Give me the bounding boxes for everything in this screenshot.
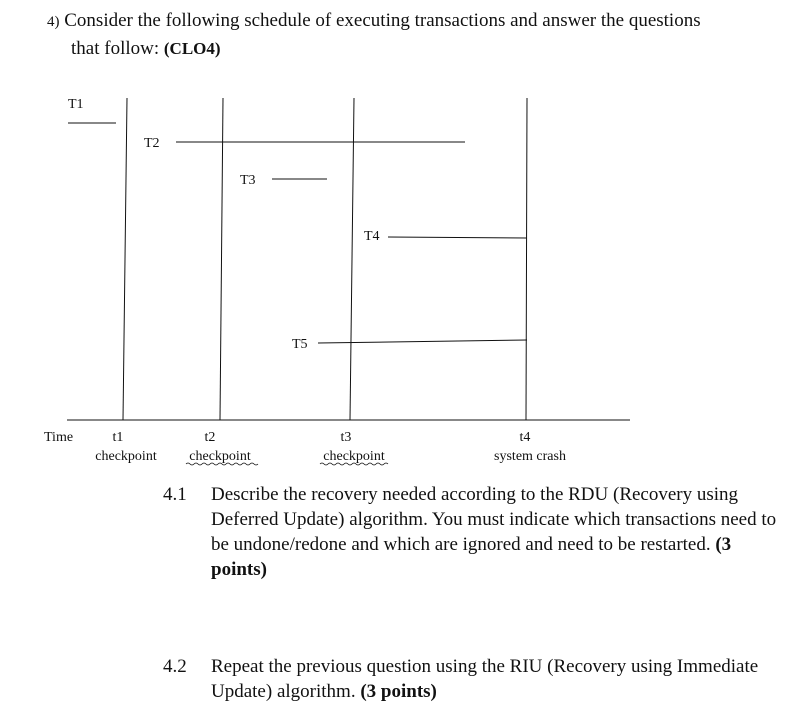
- t1-vertical-line: [123, 98, 127, 420]
- subquestion-text: [211, 482, 791, 582]
- subquestion-number: 4.2: [163, 656, 187, 677]
- tick-t4: t4: [519, 430, 531, 445]
- t4-transaction-line: [388, 237, 527, 238]
- t4-vertical-line: [526, 98, 527, 420]
- question-number: 4): [47, 14, 60, 30]
- transaction-label-t4: T4: [364, 229, 380, 244]
- subquestion-text: [211, 654, 771, 704]
- transaction-label-t3: T3: [240, 173, 256, 188]
- transaction-label-t5: T5: [292, 337, 308, 352]
- t2-vertical-line: [220, 98, 223, 420]
- subquestion-points: (3 points): [211, 534, 732, 580]
- clo-label: (CLO4): [163, 39, 221, 58]
- question-text-line-2: that follow:: [71, 38, 164, 59]
- event-t3: checkpoint: [323, 449, 385, 464]
- event-t2: checkpoint: [189, 449, 251, 464]
- t5-transaction-line: [318, 340, 527, 343]
- spellcheck-squiggle-t3: [320, 463, 388, 465]
- question-text-line-1: Consider the following schedule of executing transactions and answer the questions: [64, 10, 701, 31]
- t3-vertical-line: [350, 98, 354, 420]
- transaction-label-t2: T2: [144, 136, 160, 151]
- time-axis-label: Time: [44, 430, 74, 445]
- transaction-label-t1: T1: [68, 97, 84, 112]
- subquestion-body: Describe the recovery needed according to the RDU (Recovery using Deferred Update) algorithm. You must indicate which transactions need to be undone/redone and which are ignored and need to be restarted.: [211, 484, 777, 555]
- event-t4: system crash: [494, 449, 566, 464]
- tick-t1: t1: [112, 430, 124, 445]
- tick-t3: t3: [340, 430, 352, 445]
- subquestion-points: (3 points): [360, 681, 437, 702]
- event-t1: checkpoint: [95, 449, 157, 464]
- subquestion-body: Repeat the previous question using the RIU (Recovery using Immediate Update) algorithm.: [211, 656, 759, 702]
- tick-t2: t2: [204, 430, 216, 445]
- subquestion-number: 4.1: [163, 484, 187, 505]
